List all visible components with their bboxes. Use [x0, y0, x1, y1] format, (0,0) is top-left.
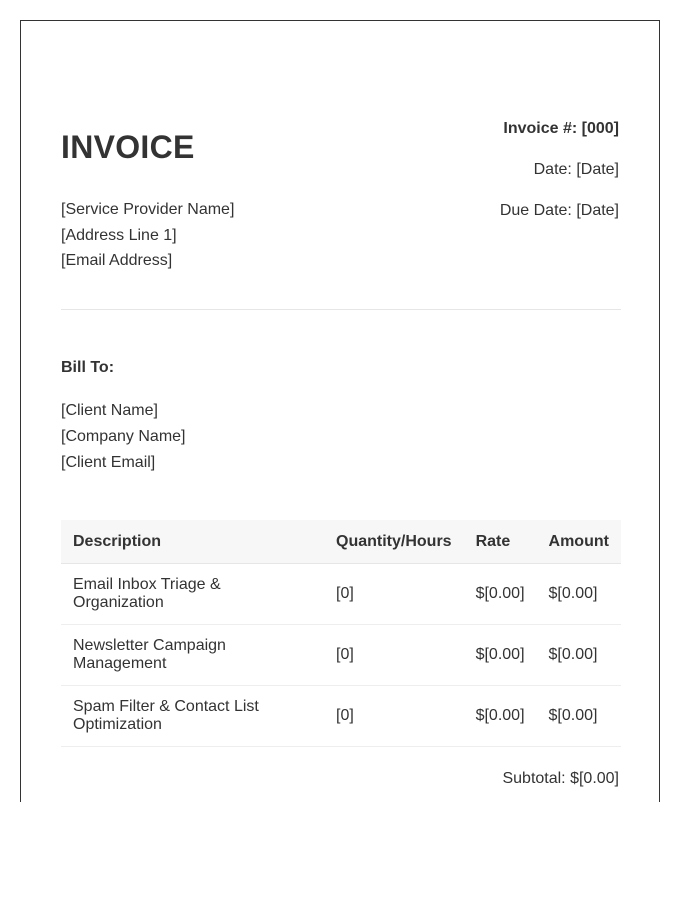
header-divider [61, 309, 621, 310]
provider-address: [Address Line 1] [61, 226, 177, 244]
provider-name: [Service Provider Name] [61, 201, 235, 218]
service-provider-block [61, 197, 234, 274]
header-rate: Rate [464, 520, 537, 564]
bill-to-heading: Bill To: [61, 359, 115, 376]
table-row [61, 564, 621, 625]
header-description: Description [61, 520, 324, 564]
row-description: Email Inbox Triage & Organization [61, 564, 324, 625]
client-email: [Client Email] [61, 454, 156, 471]
invoice-title: INVOICE [61, 129, 195, 165]
subtotal: Subtotal: $[0.00] [502, 770, 619, 787]
row-description: Spam Filter & Contact List Optimization [61, 686, 324, 747]
row-rate: $[0.00] [464, 625, 537, 686]
row-description: Newsletter Campaign Management [61, 625, 324, 686]
company-name: [Company Name] [61, 428, 186, 445]
row-rate: $[0.00] [464, 686, 537, 747]
header-amount: Amount [537, 520, 621, 564]
header-quantity: Quantity/Hours [324, 520, 464, 564]
bill-to-block [61, 398, 186, 476]
invoice-date: Date: [Date] [533, 161, 619, 178]
row-rate: $[0.00] [464, 564, 537, 625]
provider-email: [Email Address] [61, 252, 173, 269]
invoice-page [20, 20, 660, 802]
row-amount: $[0.00] [537, 564, 621, 625]
row-quantity: [0] [324, 686, 464, 747]
row-quantity: [0] [324, 625, 464, 686]
client-name: [Client Name] [61, 402, 158, 419]
table-row [61, 625, 621, 686]
line-items-table [61, 520, 621, 747]
table-row [61, 686, 621, 747]
row-amount: $[0.00] [537, 686, 621, 747]
table-header-row [61, 520, 621, 564]
row-amount: $[0.00] [537, 625, 621, 686]
invoice-due-date: Due Date: [Date] [499, 202, 619, 219]
row-quantity: [0] [324, 564, 464, 625]
invoice-number: Invoice #: [000] [503, 120, 619, 137]
invoice-meta [500, 119, 619, 242]
